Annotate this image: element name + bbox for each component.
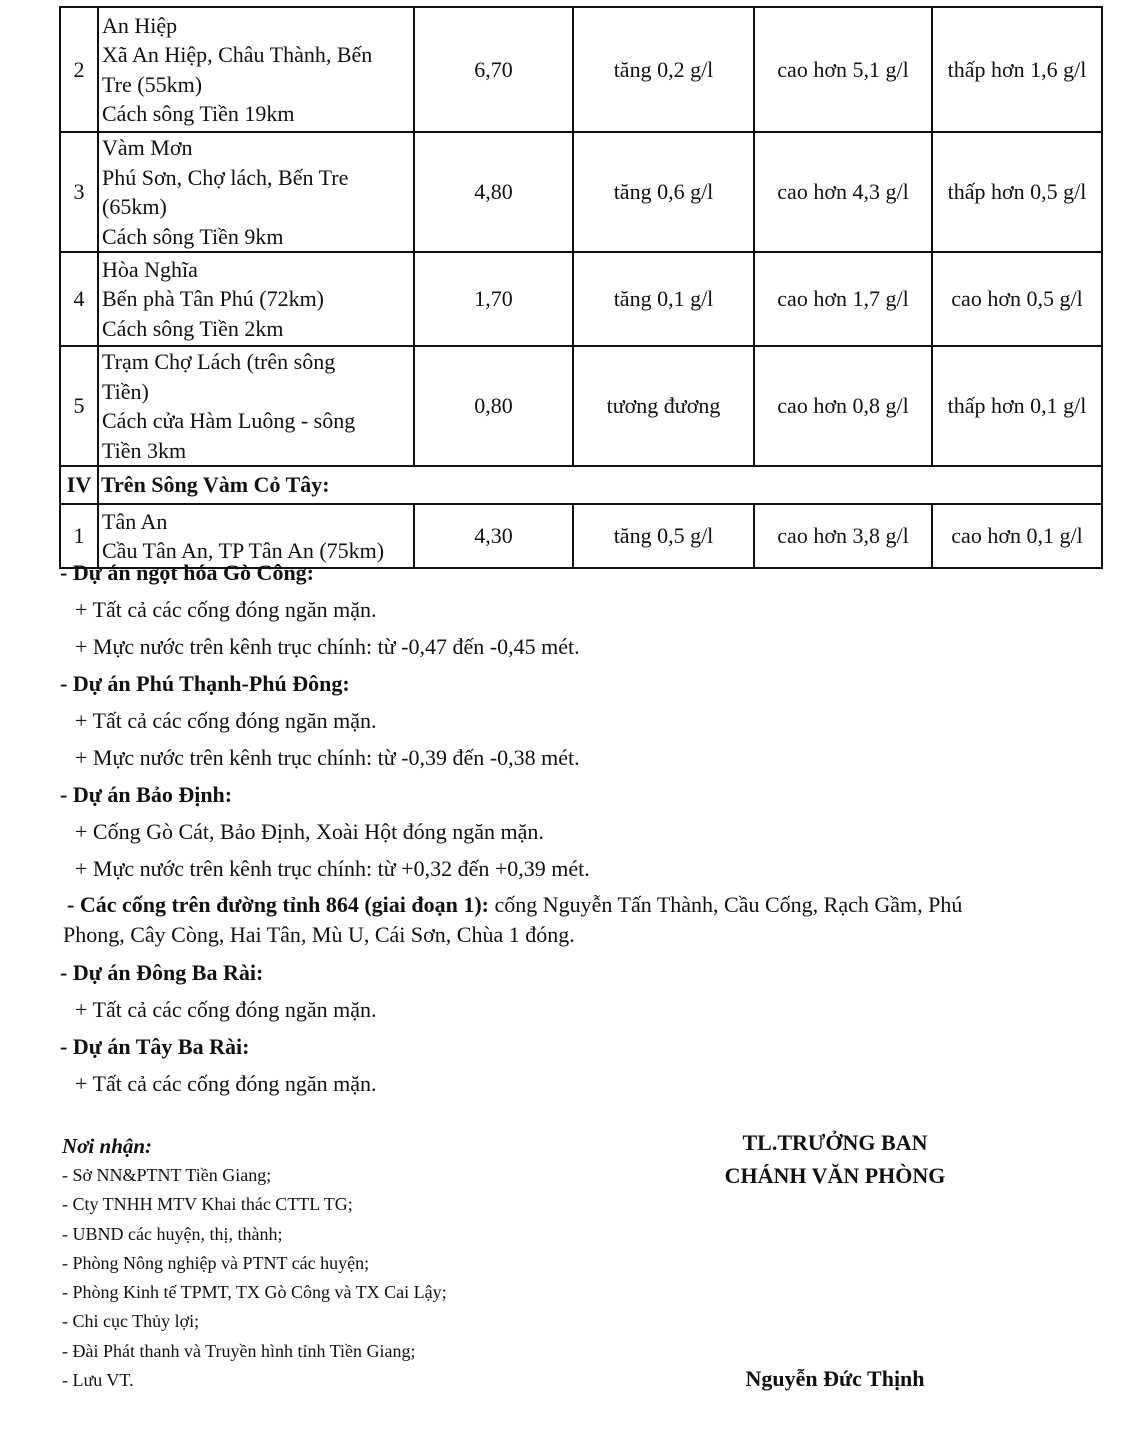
comparison-a: cao hơn 4,3 g/l xyxy=(754,132,932,252)
table-row xyxy=(60,252,1102,346)
row-number: 1 xyxy=(60,504,98,568)
salinity-value: 1,70 xyxy=(414,252,573,346)
recipient-item: - Phòng Kinh tế TPMT, TX Gò Công và TX Cai Lậy; xyxy=(62,1282,447,1303)
project-heading: - Dự án Phú Thạnh-Phú Đông: xyxy=(60,671,350,696)
road-864-text: cống Nguyễn Tấn Thành, Cầu Cống, Rạch Gầm, Phú xyxy=(489,892,963,917)
recipients-title: Nơi nhận: xyxy=(62,1134,153,1158)
comparison-b: thấp hơn 1,6 g/l xyxy=(932,7,1102,132)
comparison-b: thấp hơn 0,5 g/l xyxy=(932,132,1102,252)
project-item: + Tất cả các cống đóng ngăn mặn. xyxy=(75,997,377,1022)
comparison-a: cao hơn 3,8 g/l xyxy=(754,504,932,568)
project-item: + Mực nước trên kênh trục chính: từ -0,47 đến -0,45 mét. xyxy=(75,634,580,659)
station-location: An Hiệp Xã An Hiệp, Châu Thành, Bến Tre (55km) Cách sông Tiền 19km xyxy=(98,7,414,132)
section-row xyxy=(60,466,1102,504)
station-location: Vàm Mơn Phú Sơn, Chợ lách, Bến Tre (65km) Cách sông Tiền 9km xyxy=(98,132,414,252)
signature-title-line1: TL.TRƯỞNG BAN xyxy=(742,1130,928,1155)
change-vs-previous: tăng 0,2 g/l xyxy=(573,7,754,132)
comparison-b: cao hơn 0,1 g/l xyxy=(932,504,1102,568)
change-vs-previous: tương đương xyxy=(573,346,754,466)
project-heading: - Dự án Đông Ba Rài: xyxy=(60,960,264,985)
road-864-text-line2: Phong, Cây Còng, Hai Tân, Mù U, Cái Sơn, Chùa 1 đóng. xyxy=(63,922,575,947)
recipient-item: - Sở NN&PTNT Tiền Giang; xyxy=(62,1165,272,1185)
comparison-b: cao hơn 0,5 g/l xyxy=(932,252,1102,346)
table-row xyxy=(60,132,1102,252)
recipient-item: - Chi cục Thủy lợi; xyxy=(62,1311,200,1332)
signature-title-line2: CHÁNH VĂN PHÒNG xyxy=(724,1163,946,1188)
salinity-value: 0,80 xyxy=(414,346,573,466)
table-row xyxy=(60,346,1102,466)
project-item: + Cống Gò Cát, Bảo Định, Xoài Hột đóng ngăn mặn. xyxy=(75,819,544,844)
comparison-b: thấp hơn 0,1 g/l xyxy=(932,346,1102,466)
station-location: Tân An Cầu Tân An, TP Tân An (75km) xyxy=(98,504,414,568)
salinity-table xyxy=(59,6,1103,569)
project-item: + Mực nước trên kênh trục chính: từ -0,39 đến -0,38 mét. xyxy=(75,745,580,770)
row-number: 4 xyxy=(60,252,98,346)
change-vs-previous: tăng 0,1 g/l xyxy=(573,252,754,346)
comparison-a: cao hơn 1,7 g/l xyxy=(754,252,932,346)
project-heading: - Dự án Tây Ba Rài: xyxy=(60,1034,250,1059)
section-title: Trên Sông Vàm Cỏ Tây: xyxy=(98,466,1102,504)
project-heading: - Dự án Bảo Định: xyxy=(60,782,233,807)
recipient-item: - Cty TNHH MTV Khai thác CTTL TG; xyxy=(62,1194,353,1215)
recipient-item: - UBND các huyện, thị, thành; xyxy=(62,1223,283,1244)
recipient-item: - Đài Phát thanh và Truyền hình tỉnh Tiền Giang; xyxy=(62,1340,416,1361)
row-number: 2 xyxy=(60,7,98,132)
signer-name: Nguyễn Đức Thịnh xyxy=(745,1366,925,1391)
recipient-item: - Lưu VT. xyxy=(62,1370,134,1391)
project-status-section-2 xyxy=(60,956,1060,1104)
section-roman-numeral: IV xyxy=(60,466,98,504)
recipients-block xyxy=(62,1131,447,1395)
project-heading: - Dự án ngọt hóa Gò Công: xyxy=(60,560,315,585)
salinity-value: 6,70 xyxy=(414,7,573,132)
project-item: + Tất cả các cống đóng ngăn mặn. xyxy=(75,708,377,733)
station-location: Hòa Nghĩa Bến phà Tân Phú (72km) Cách sông Tiền 2km xyxy=(98,252,414,346)
project-item: + Tất cả các cống đóng ngăn mặn. xyxy=(75,1071,377,1096)
salinity-value: 4,80 xyxy=(414,132,573,252)
comparison-a: cao hơn 5,1 g/l xyxy=(754,7,932,132)
change-vs-previous: tăng 0,5 g/l xyxy=(573,504,754,568)
road-864-label: - Các cống trên đường tỉnh 864 (giai đoạn 1): xyxy=(67,892,490,917)
station-location: Trạm Chợ Lách (trên sông Tiền) Cách cửa Hàm Luông - sông Tiền 3km xyxy=(98,346,414,466)
recipient-item: - Phòng Nông nghiệp và PTNT các huyện; xyxy=(62,1252,370,1273)
change-vs-previous: tăng 0,6 g/l xyxy=(573,132,754,252)
road-864-paragraph xyxy=(60,890,1070,950)
project-status-section xyxy=(60,556,1060,889)
row-number: 5 xyxy=(60,346,98,466)
salinity-value: 4,30 xyxy=(414,504,573,568)
project-item: + Tất cả các cống đóng ngăn mặn. xyxy=(75,597,377,622)
project-item: + Mực nước trên kênh trục chính: từ +0,32 đến +0,39 mét. xyxy=(75,856,590,881)
row-number: 3 xyxy=(60,132,98,252)
table-row xyxy=(60,7,1102,132)
comparison-a: cao hơn 0,8 g/l xyxy=(754,346,932,466)
